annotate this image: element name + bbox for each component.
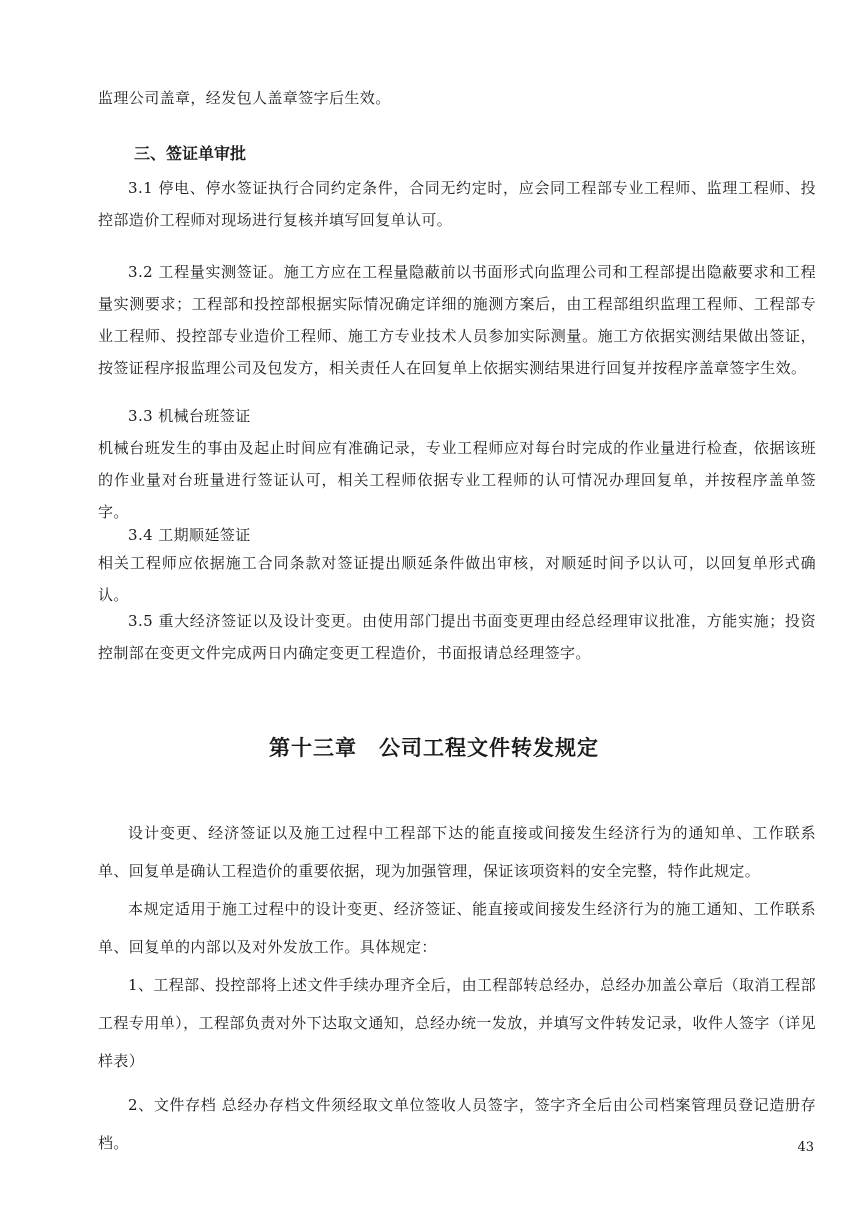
chapter-intro-1: 设计变更、经济签证以及施工过程中工程部下达的能直接或间接发生经济行为的通知单、工作联系单、回复单是确认工程造价的重要依据，现为加强管理，保证该项资料的安全完整，特作此规定。 bbox=[98, 824, 816, 880]
chapter-title: 第十三章 公司工程文件转发规定 bbox=[269, 736, 599, 760]
page-number: 43 bbox=[797, 1140, 814, 1155]
section-heading: 三、签证单审批 bbox=[134, 144, 247, 163]
paragraph-3-3-title: 3.3 机械台班签证 bbox=[128, 407, 251, 425]
paragraph-3-3-body: 机械台班发生的事由及起止时间应有准确记录，专业工程师应对每台时完成的作业量进行检查，依据该班的作业量对台班量进行签证认可，相关工程师依据专业工程师的认可情况办理回复单，并按程序盖单签字。 bbox=[98, 439, 816, 521]
rule-2: 2、文件存档 总经办存档文件须经取文单位签收人员签字，签字齐全后由公司档案管理员登记造册存档。 bbox=[98, 1096, 816, 1152]
chapter-intro-2: 本规定适用于施工过程中的设计变更、经济签证、能直接或间接发生经济行为的施工通知、工作联系单、回复单的内部以及对外发放工作。具体规定： bbox=[98, 900, 816, 956]
paragraph-3-1: 3.1 停电、停水签证执行合同约定条件，合同无约定时，应会同工程部专业工程师、监理工程师、投控部造价工程师对现场进行复核并填写回复单认可。 bbox=[98, 179, 816, 229]
rule-1: 1、工程部、投控部将上述文件手续办理齐全后，由工程部转总经办，总经办加盖公章后（取消工程部工程专用单），工程部负责对外下达取文通知，总经办统一发放，并填写文件转发记录，收件人签字（详见样表） bbox=[98, 976, 816, 1070]
paragraph-3-4-body: 相关工程师应依据施工合同条款对签证提出顺延条件做出审核，对顺延时间予以认可，以回复单形式确认。 bbox=[98, 554, 816, 604]
paragraph-3-2: 3.2 工程量实测签证。施工方应在工程量隐蔽前以书面形式向监理公司和工程部提出隐蔽要求和工程量实测要求；工程部和投控部根据实际情况确定详细的施测方案后，由工程部组织监理工程师、工程部专业工程师、投控部专业造价工程师、施工方专业技术人员参加实际测量。施工方依据实测结果做出签证，按签证程序报监理公司及包发方，相关责任人在回复单上依据实测结果进行回复并按程序盖章签字生效。 bbox=[98, 263, 816, 377]
paragraph-3-4-title: 3.4 工期顺延签证 bbox=[128, 526, 251, 544]
paragraph-3-5: 3.5 重大经济签证以及设计变更。由使用部门提出书面变更理由经总经理审议批准，方能实施；投资控制部在变更文件完成两日内确定变更工程造价，书面报请总经理签字。 bbox=[98, 612, 816, 662]
continuation-text: 监理公司盖章，经发包人盖章签字后生效。 bbox=[98, 89, 391, 107]
